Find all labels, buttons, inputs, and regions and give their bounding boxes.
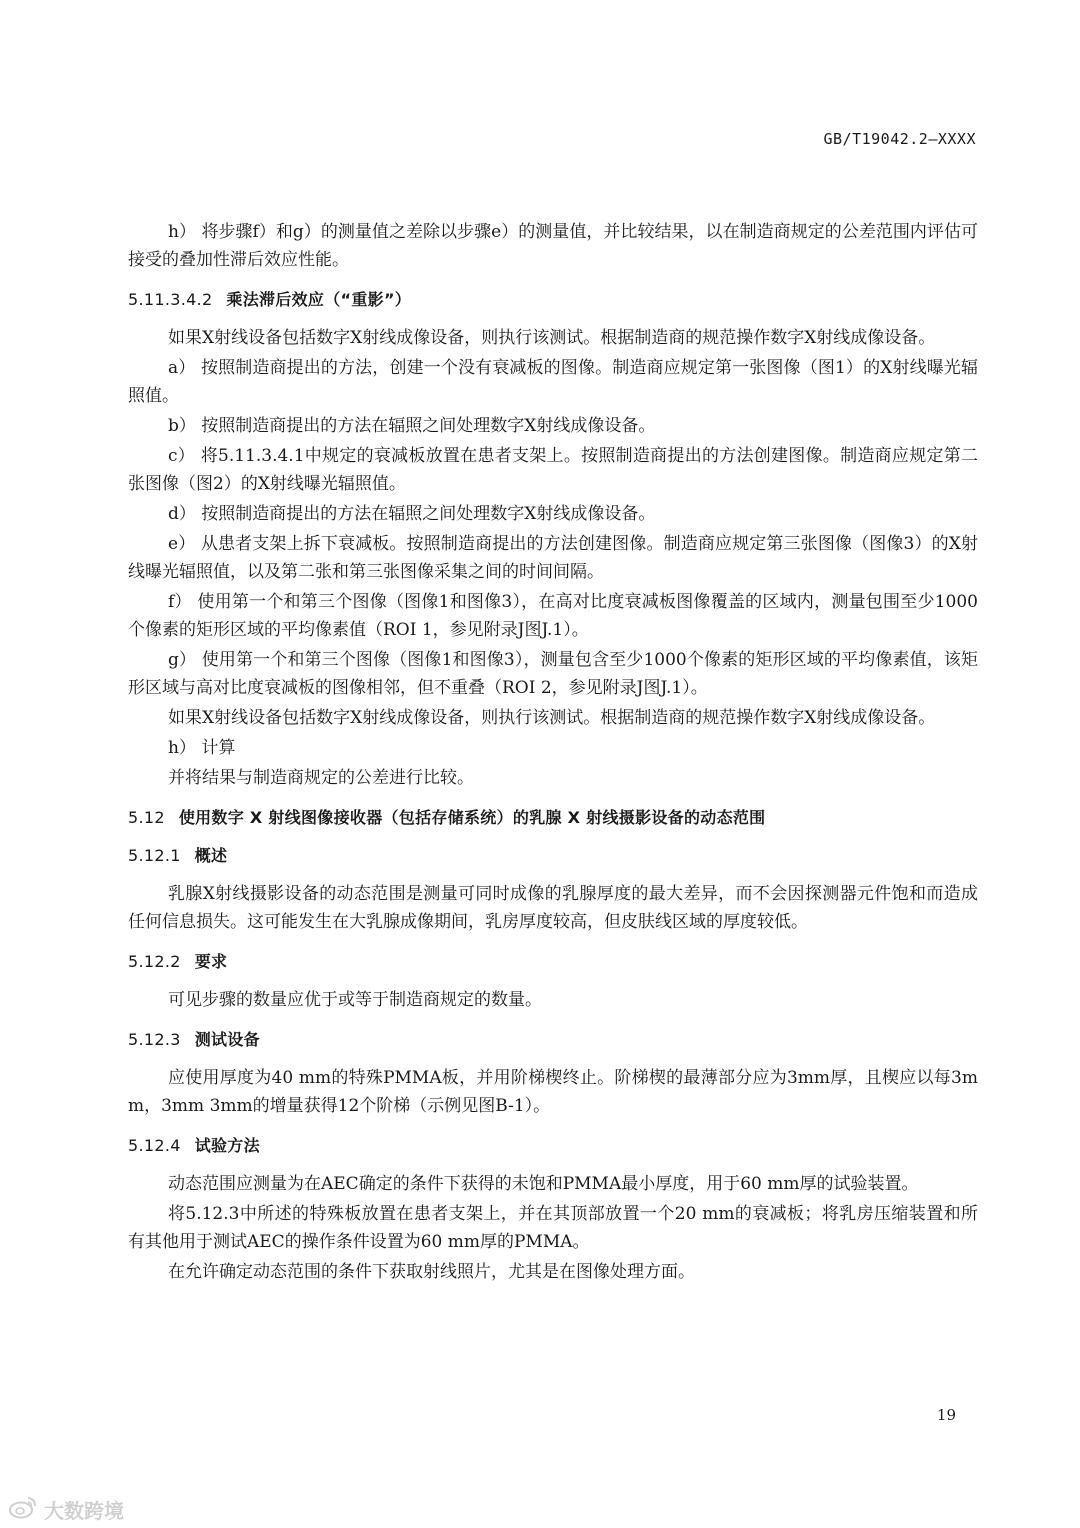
document-code: GB/T19042.2—XXXX — [823, 130, 976, 148]
section-title: 概述 — [194, 846, 228, 865]
paragraph: e） 从患者支架上拆下衰减板。按照制造商提出的方法创建图像。制造商应规定第三张图像（图像3）的X射线曝光辐照值，以及第二张和第三张图像采集之间的时间间隔。 — [128, 534, 978, 582]
paragraph: 并将结果与制造商规定的公差进行比较。 — [168, 768, 474, 788]
paragraph: g） 使用第一个和第三个图像（图像1和图像3），测量包含至少1000个像素的矩形区域的平均像素值，该矩形区域与高对比度衰减板的图像相邻，但不重叠（ROI 2，参见附录J图J.1）。 — [128, 650, 978, 698]
section-number: 5.11.3.4.2 — [128, 290, 213, 309]
section-heading — [128, 948, 978, 976]
paragraph: d） 按照制造商提出的方法在辐照之间处理数字X射线成像设备。 — [168, 504, 656, 524]
section-number: 5.12.1 — [128, 846, 181, 865]
section-number: 5.12.4 — [128, 1136, 181, 1155]
section-number: 5.12.3 — [128, 1030, 181, 1049]
watermark — [8, 1495, 124, 1524]
section-heading — [128, 804, 978, 832]
watermark-text: 大数跨境 — [44, 1499, 124, 1523]
paragraph: 动态范围应测量为在AEC确定的条件下获得的未饱和PMMA最小厚度，用于60 mm厚的试验装置。 — [168, 1174, 919, 1194]
document-body — [128, 218, 978, 1288]
section-number: 5.12.2 — [128, 952, 181, 971]
section-title: 乘法滞后效应（“重影”） — [226, 290, 412, 309]
paragraph: 应使用厚度为40 mm的特殊PMMA板，并用阶梯楔终止。阶梯楔的最薄部分应为3mm厚，且楔应以每3mm，3mm 3mm的增量获得12个阶梯（示例见图B-1）。 — [128, 1068, 978, 1116]
paragraph: h） 计算 — [168, 738, 236, 758]
paragraph: 乳腺X射线摄影设备的动态范围是测量可同时成像的乳腺厚度的最大差异，而不会因探测器元件饱和而造成任何信息损失。这可能发生在大乳腺成像期间，乳房厚度较高，但皮肤线区域的厚度较低。 — [128, 884, 978, 932]
section-number: 5.12 — [128, 808, 165, 827]
paragraph: h） 将步骤f）和g）的测量值之差除以步骤e）的测量值，并比较结果，以在制造商规定的公差范围内评估可接受的叠加性滞后效应性能。 — [128, 222, 978, 270]
section-heading — [128, 1026, 978, 1054]
section-title: 测试设备 — [194, 1030, 260, 1049]
paragraph: b） 按照制造商提出的方法在辐照之间处理数字X射线成像设备。 — [168, 416, 656, 436]
paragraph: 如果X射线设备包括数字X射线成像设备，则执行该测试。根据制造商的规范操作数字X射线成像设备。 — [168, 328, 936, 348]
section-title: 使用数字 X 射线图像接收器（包括存储系统）的乳腺 X 射线摄影设备的动态范围 — [178, 808, 766, 827]
paragraph: 在允许确定动态范围的条件下获取射线照片，尤其是在图像处理方面。 — [168, 1262, 695, 1282]
section-heading — [128, 1132, 978, 1160]
section-title: 试验方法 — [194, 1136, 260, 1155]
paragraph: 可见步骤的数量应优于或等于制造商规定的数量。 — [168, 990, 542, 1010]
page-number: 19 — [936, 1406, 956, 1424]
section-title: 要求 — [194, 952, 228, 971]
paragraph: c） 将5.11.3.4.1中规定的衰减板放置在患者支架上。按照制造商提出的方法创建图像。制造商应规定第二张图像（图2）的X射线曝光辐照值。 — [128, 446, 978, 494]
paragraph: a） 按照制造商提出的方法，创建一个没有衰减板的图像。制造商应规定第一张图像（图1）的X射线曝光辐照值。 — [128, 358, 978, 406]
section-heading — [128, 286, 978, 314]
section-heading — [128, 842, 978, 870]
weibo-logo-icon — [8, 1495, 38, 1524]
paragraph: 将5.12.3中所述的特殊板放置在患者支架上，并在其顶部放置一个20 mm的衰减板；将乳房压缩装置和所有其他用于测试AEC的操作条件设置为60 mm厚的PMMA。 — [128, 1204, 978, 1252]
paragraph: 如果X射线设备包括数字X射线成像设备，则执行该测试。根据制造商的规范操作数字X射线成像设备。 — [168, 708, 936, 728]
paragraph: f） 使用第一个和第三个图像（图像1和图像3），在高对比度衰减板图像覆盖的区域内，测量包围至少1000个像素的矩形区域的平均像素值（ROI 1，参见附录J图J.1）。 — [128, 592, 978, 640]
